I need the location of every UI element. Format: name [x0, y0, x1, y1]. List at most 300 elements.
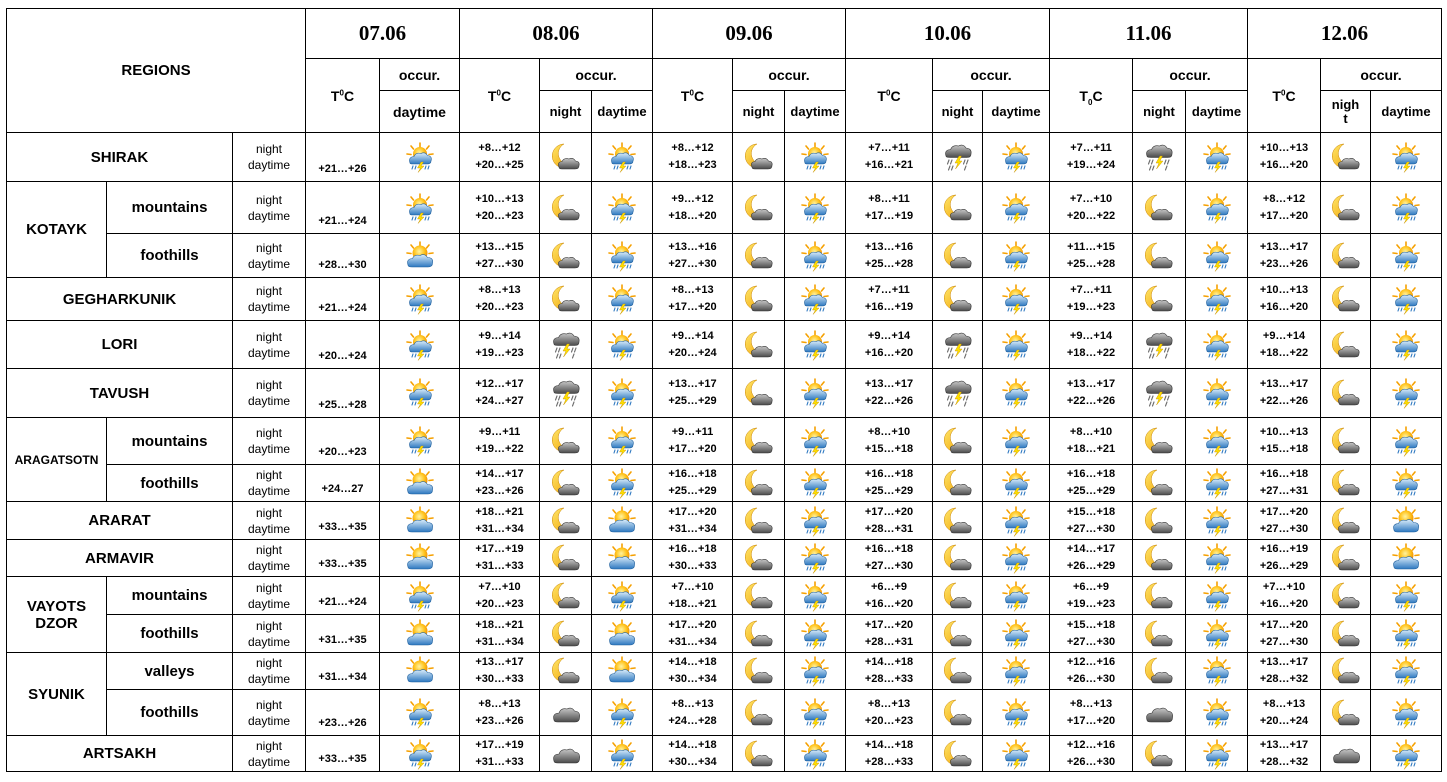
temperature-cell — [846, 321, 933, 369]
day-temperature: +31…+34 — [475, 522, 524, 535]
day-temperature: +17…+20 — [1066, 714, 1116, 727]
temperature-cell: +20…+24 — [306, 321, 380, 369]
weather-cell — [1186, 577, 1248, 615]
night-temperature: +8…+13 — [671, 697, 714, 710]
moon-cloud-icon — [1330, 192, 1362, 224]
sun-storm-icon — [1201, 329, 1233, 361]
night-daytime-label — [233, 502, 306, 540]
sun-storm-icon — [404, 192, 436, 224]
temperature-cell — [653, 502, 733, 540]
day-temperature: +16…+20 — [864, 597, 914, 610]
moon-cloud-icon — [1330, 425, 1362, 457]
weather-cell — [785, 321, 846, 369]
subregion-name: foothills — [107, 615, 233, 653]
night-temperature: +9…+14 — [671, 329, 714, 342]
temperature-cell — [1050, 502, 1133, 540]
daytime-label: daytime — [247, 256, 291, 271]
region-row — [7, 133, 1442, 182]
regions-header: REGIONS — [7, 9, 306, 133]
night-temperature: +14…+17 — [1066, 543, 1116, 555]
weather-cell — [380, 465, 460, 502]
sun-cloud-icon — [404, 542, 436, 574]
temperature-cell — [460, 465, 540, 502]
sun-storm-icon — [606, 738, 638, 770]
temperature-cell — [1050, 234, 1133, 278]
daytime-label: daytime — [247, 484, 291, 498]
day-temperature: +17…+20 — [668, 443, 717, 455]
weather-cell — [592, 653, 653, 690]
day-temperature: +20…+25 — [475, 159, 524, 171]
night-temperature: +7…+11 — [1070, 142, 1112, 154]
night-temperature: +13…+17 — [1259, 738, 1309, 751]
sun-storm-icon — [404, 580, 436, 612]
sun-storm-icon — [1201, 697, 1233, 729]
moon-cloud-icon — [1330, 505, 1362, 537]
occurrence-header: occur. — [540, 59, 653, 91]
weather-cell — [1133, 615, 1186, 653]
day-temperature: +19…+24 — [1066, 159, 1116, 171]
sun-storm-icon — [1201, 655, 1233, 687]
weather-cell — [933, 369, 983, 418]
day-temperature: +19…+22 — [475, 443, 524, 455]
weather-cell — [540, 234, 592, 278]
temperature-cell — [653, 736, 733, 772]
temperature-cell: +31…+34 — [306, 653, 380, 690]
sun-cloud-icon — [404, 655, 436, 687]
sun-cloud-icon — [606, 655, 638, 687]
weather-cell — [785, 690, 846, 736]
sun-storm-icon — [1000, 283, 1032, 315]
sun-storm-icon — [799, 618, 831, 650]
temperature-cell — [846, 736, 933, 772]
day-temperature: +26…+29 — [1259, 560, 1309, 572]
weather-cell — [933, 502, 983, 540]
temperature-cell — [1248, 465, 1321, 502]
weather-cell — [983, 234, 1050, 278]
temperature-cell: +33…+35 — [306, 736, 380, 772]
moon-cloud-icon — [550, 655, 582, 687]
weather-cell — [380, 278, 460, 321]
region-name: ARARAT — [7, 502, 233, 540]
sun-storm-icon — [1201, 425, 1233, 457]
region-row — [7, 465, 1442, 502]
moon-cloud-icon — [1330, 329, 1362, 361]
date-header: 12.06 — [1248, 9, 1442, 59]
night-temperature: +15…+18 — [1066, 618, 1116, 631]
weather-cell — [1371, 234, 1442, 278]
weather-cell — [540, 577, 592, 615]
day-temperature: +31…+34 — [475, 635, 524, 648]
day-temperature: +31…+34 — [668, 635, 717, 648]
night-temperature: +13…+17 — [475, 656, 524, 668]
night-temperature: +6…+9 — [870, 580, 908, 593]
weather-cell — [785, 736, 846, 772]
weather-cell — [380, 690, 460, 736]
daytime-label: daytime — [247, 208, 291, 223]
temperature-cell — [460, 653, 540, 690]
sun-cloud-icon — [1390, 505, 1422, 537]
weather-cell — [540, 465, 592, 502]
weather-cell — [1186, 502, 1248, 540]
subregion-name: foothills — [107, 690, 233, 736]
sun-storm-icon — [1000, 425, 1032, 457]
day-temperature: +28…+32 — [1259, 755, 1309, 768]
moon-cloud-icon — [743, 542, 775, 574]
moon-cloud-icon — [1143, 505, 1175, 537]
sun-storm-icon — [1000, 141, 1032, 173]
night-temperature: +13…+17 — [1259, 240, 1309, 253]
region-name: ARTSAKH — [7, 736, 233, 772]
weather-cell — [733, 690, 785, 736]
sun-storm-icon — [1000, 580, 1032, 612]
night-temperature: +16…+18 — [668, 543, 717, 555]
daytime-label: daytime — [247, 521, 291, 536]
weather-cell — [592, 418, 653, 465]
weather-cell — [983, 418, 1050, 465]
sun-storm-icon — [404, 738, 436, 770]
night-label: night — [255, 468, 283, 482]
sun-storm-icon — [1390, 738, 1422, 770]
sun-cloud-icon — [606, 542, 638, 574]
day-temperature: +20…+24 — [1259, 714, 1309, 727]
night-temperature: +13…+17 — [668, 378, 717, 390]
temperature-cell — [1050, 278, 1133, 321]
temperature-cell — [1248, 736, 1321, 772]
weather-cell — [380, 321, 460, 369]
cloud-storm-icon — [550, 329, 582, 361]
day-temperature: +26…+30 — [1066, 755, 1116, 768]
region-row — [7, 418, 1442, 465]
day-temperature: +25…+29 — [668, 485, 717, 497]
night-temperature: +8…+13 — [478, 697, 521, 710]
night-temperature: +10…+13 — [1259, 426, 1309, 438]
weather-cell — [983, 653, 1050, 690]
weather-cell — [733, 182, 785, 234]
weather-cell — [1321, 234, 1371, 278]
temperature-cell — [460, 502, 540, 540]
temperature-cell — [1248, 540, 1321, 577]
daytime-header: daytime — [983, 91, 1050, 133]
night-temperature: +18…+21 — [475, 618, 524, 631]
weather-cell — [933, 690, 983, 736]
day-temperature: +22…+26 — [1259, 395, 1309, 407]
date-header: 09.06 — [653, 9, 846, 59]
sun-storm-icon — [799, 697, 831, 729]
night-temperature: +8…+13 — [867, 697, 911, 710]
sun-cloud-icon — [404, 618, 436, 650]
weather-cell — [540, 615, 592, 653]
sun-storm-icon — [799, 377, 831, 409]
region-name: LORI — [7, 321, 233, 369]
region-name: SHIRAK — [7, 133, 233, 182]
date-header: 08.06 — [460, 9, 653, 59]
night-temperature: +13…+17 — [1259, 656, 1309, 668]
moon-cloud-icon — [942, 467, 974, 499]
daytime-label: daytime — [247, 596, 291, 611]
weather-cell — [1133, 278, 1186, 321]
temperature-cell — [460, 736, 540, 772]
sun-storm-icon — [606, 425, 638, 457]
moon-cloud-icon — [550, 192, 582, 224]
weather-cell — [1321, 278, 1371, 321]
temperature-cell — [846, 369, 933, 418]
weather-cell — [933, 133, 983, 182]
weather-cell — [540, 418, 592, 465]
night-temperature: +7…+11 — [868, 284, 910, 296]
temperature-cell — [653, 690, 733, 736]
sun-storm-icon — [1390, 655, 1422, 687]
cloud-storm-icon — [942, 377, 974, 409]
moon-cloud-icon — [1330, 377, 1362, 409]
night-temperature: +7…+10 — [671, 580, 714, 593]
forecast-sheet — [6, 8, 1442, 772]
temperature-cell: +33…+35 — [306, 502, 380, 540]
weather-cell — [983, 736, 1050, 772]
day-temperature: +28…+32 — [1259, 673, 1309, 685]
temperature-cell — [1050, 653, 1133, 690]
weather-cell — [380, 418, 460, 465]
temperature-cell — [846, 540, 933, 577]
weather-cell — [592, 690, 653, 736]
temperature-cell: +24…27 — [306, 465, 380, 502]
temperature-cell: +21…+24 — [306, 278, 380, 321]
day-temperature: +23…+26 — [1259, 257, 1309, 270]
temperature-cell — [653, 369, 733, 418]
sun-storm-icon — [1390, 697, 1422, 729]
region-row — [7, 502, 1442, 540]
weather-cell — [380, 182, 460, 234]
night-temperature: +16…+18 — [1259, 468, 1309, 480]
weather-cell — [1186, 278, 1248, 321]
cloud-storm-icon — [942, 329, 974, 361]
daytime-label: daytime — [247, 300, 291, 314]
night-temperature: +14…+18 — [668, 656, 717, 668]
temperature-cell — [653, 653, 733, 690]
day-temperature: +16…+21 — [864, 159, 914, 171]
night-daytime-label — [233, 540, 306, 577]
sun-storm-icon — [1390, 329, 1422, 361]
temperature-cell — [653, 418, 733, 465]
daytime-label: daytime — [247, 672, 291, 686]
temperature-cell — [1050, 465, 1133, 502]
temperature-cell — [460, 321, 540, 369]
night-temperature: +13…+15 — [475, 240, 524, 253]
weather-cell — [983, 182, 1050, 234]
weather-cell — [933, 234, 983, 278]
weather-cell — [540, 182, 592, 234]
weather-cell — [933, 540, 983, 577]
sun-storm-icon — [404, 697, 436, 729]
temperature-cell: +33…+35 — [306, 540, 380, 577]
day-temperature: +17…+19 — [864, 209, 914, 222]
weather-cell — [933, 321, 983, 369]
temperature-cell — [1050, 133, 1133, 182]
night-label: night — [255, 284, 283, 298]
night-label: night — [255, 192, 283, 207]
temperature-cell — [846, 418, 933, 465]
region-row — [7, 653, 1442, 690]
temperature-cell — [1248, 321, 1321, 369]
weather-cell — [785, 278, 846, 321]
sun-cloud-icon — [606, 505, 638, 537]
day-temperature: +18…+21 — [668, 597, 717, 610]
weather-cell — [540, 133, 592, 182]
day-temperature: +17…+20 — [668, 301, 717, 313]
day-temperature: +20…+24 — [668, 346, 717, 359]
day-temperature: +27…+30 — [1259, 522, 1309, 535]
night-label: night — [255, 543, 283, 557]
weather-cell — [733, 615, 785, 653]
weather-cell — [592, 465, 653, 502]
weather-cell — [1321, 540, 1371, 577]
weather-cell — [540, 690, 592, 736]
night-temperature: +8…+13 — [478, 284, 521, 296]
moon-cloud-icon — [1143, 240, 1175, 272]
temperature-cell — [460, 690, 540, 736]
moon-cloud-icon — [1330, 467, 1362, 499]
cloud-storm-icon — [1143, 329, 1175, 361]
night-temperature: +17…+20 — [864, 618, 914, 631]
weather-cell — [785, 653, 846, 690]
weather-cell — [1371, 321, 1442, 369]
temperature-cell — [1248, 234, 1321, 278]
day-temperature: +19…+23 — [1066, 301, 1116, 313]
moon-cloud-icon — [942, 697, 974, 729]
sun-storm-icon — [1390, 141, 1422, 173]
region-row — [7, 540, 1442, 577]
night-temperature: +17…+20 — [1259, 618, 1309, 631]
weather-cell — [592, 234, 653, 278]
weather-cell — [380, 234, 460, 278]
day-temperature: +20…+23 — [475, 597, 524, 610]
weather-cell — [1133, 234, 1186, 278]
temperature-cell — [653, 182, 733, 234]
sun-storm-icon — [606, 467, 638, 499]
night-temperature: +17…+19 — [475, 738, 524, 751]
weather-cell — [592, 321, 653, 369]
sun-storm-icon — [1390, 580, 1422, 612]
temperature-cell — [1248, 133, 1321, 182]
temperature-header: $T^0C$ — [306, 59, 380, 133]
temperature-cell — [1248, 577, 1321, 615]
sun-storm-icon — [799, 738, 831, 770]
moon-cloud-icon — [942, 505, 974, 537]
night-temperature: +9…+14 — [478, 329, 521, 342]
temperature-cell — [460, 418, 540, 465]
day-temperature: +25…+29 — [864, 485, 914, 497]
region-name: GEGHARKUNIK — [7, 278, 233, 321]
moon-cloud-icon — [550, 542, 582, 574]
day-temperature: +28…+31 — [864, 635, 914, 648]
weather-cell — [380, 502, 460, 540]
sun-storm-icon — [404, 141, 436, 173]
cloud-icon — [550, 697, 582, 729]
moon-cloud-icon — [743, 240, 775, 272]
moon-cloud-icon — [743, 467, 775, 499]
sun-storm-icon — [1201, 738, 1233, 770]
daytime-header: daytime — [1186, 91, 1248, 133]
moon-cloud-icon — [1330, 240, 1362, 272]
night-temperature: +17…+19 — [475, 543, 524, 555]
night-temperature: +16…+18 — [1066, 468, 1116, 480]
night-temperature: +8…+12 — [1262, 192, 1306, 205]
moon-cloud-icon — [1330, 141, 1362, 173]
day-temperature: +30…+34 — [668, 755, 717, 768]
weather-cell — [380, 736, 460, 772]
weather-cell — [1133, 540, 1186, 577]
night-temperature: +9…+14 — [1069, 329, 1113, 342]
night-temperature: +16…+18 — [864, 468, 914, 480]
cloud-storm-icon — [550, 377, 582, 409]
sun-storm-icon — [1000, 738, 1032, 770]
night-temperature: +17…+20 — [668, 505, 717, 518]
sun-storm-icon — [799, 192, 831, 224]
night-header: nigh t — [1321, 91, 1371, 133]
region-row — [7, 182, 1442, 234]
night-daytime-label — [233, 234, 306, 278]
moon-cloud-icon — [743, 192, 775, 224]
night-temperature: +8…+12 — [478, 142, 521, 154]
weather-cell — [983, 502, 1050, 540]
date-header: 07.06 — [306, 9, 460, 59]
day-temperature: +27…+30 — [1066, 635, 1116, 648]
subregion-name: valleys — [107, 653, 233, 690]
region-row — [7, 736, 1442, 772]
temperature-cell — [846, 465, 933, 502]
day-temperature: +23…+26 — [475, 714, 524, 727]
moon-cloud-icon — [743, 283, 775, 315]
night-temperature: +7…+11 — [1070, 284, 1112, 296]
weather-cell — [1371, 502, 1442, 540]
temperature-cell — [653, 234, 733, 278]
moon-cloud-icon — [942, 618, 974, 650]
moon-cloud-icon — [1330, 283, 1362, 315]
day-temperature: +16…+20 — [1259, 597, 1309, 610]
temperature-cell — [460, 369, 540, 418]
moon-cloud-icon — [1330, 697, 1362, 729]
weather-cell — [933, 465, 983, 502]
temperature-header: $T^0C$ — [460, 59, 540, 133]
moon-cloud-icon — [550, 618, 582, 650]
weather-cell — [380, 133, 460, 182]
weather-cell — [380, 369, 460, 418]
weather-cell — [933, 418, 983, 465]
temperature-header: $T_0C$ — [1050, 59, 1133, 133]
sun-storm-icon — [1390, 425, 1422, 457]
day-temperature: +27…+30 — [475, 257, 524, 270]
day-temperature: +15…+18 — [864, 443, 914, 455]
night-temperature: +7…+10 — [478, 580, 521, 593]
date-header: 11.06 — [1050, 9, 1248, 59]
night-temperature: +16…+18 — [864, 543, 914, 555]
moon-cloud-icon — [942, 542, 974, 574]
night-header: night — [1133, 91, 1186, 133]
weather-cell — [1133, 182, 1186, 234]
moon-cloud-icon — [942, 738, 974, 770]
night-daytime-label — [233, 577, 306, 615]
day-temperature: +25…+28 — [864, 257, 914, 270]
moon-cloud-icon — [743, 738, 775, 770]
moon-cloud-icon — [1330, 580, 1362, 612]
weather-cell — [1371, 133, 1442, 182]
night-temperature: +10…+13 — [1259, 142, 1309, 154]
moon-cloud-icon — [1143, 580, 1175, 612]
day-temperature: +27…+30 — [1066, 522, 1116, 535]
weather-cell — [1321, 690, 1371, 736]
sun-storm-icon — [1201, 283, 1233, 315]
night-temperature: +8…+13 — [671, 284, 714, 296]
temperature-cell — [1050, 182, 1133, 234]
